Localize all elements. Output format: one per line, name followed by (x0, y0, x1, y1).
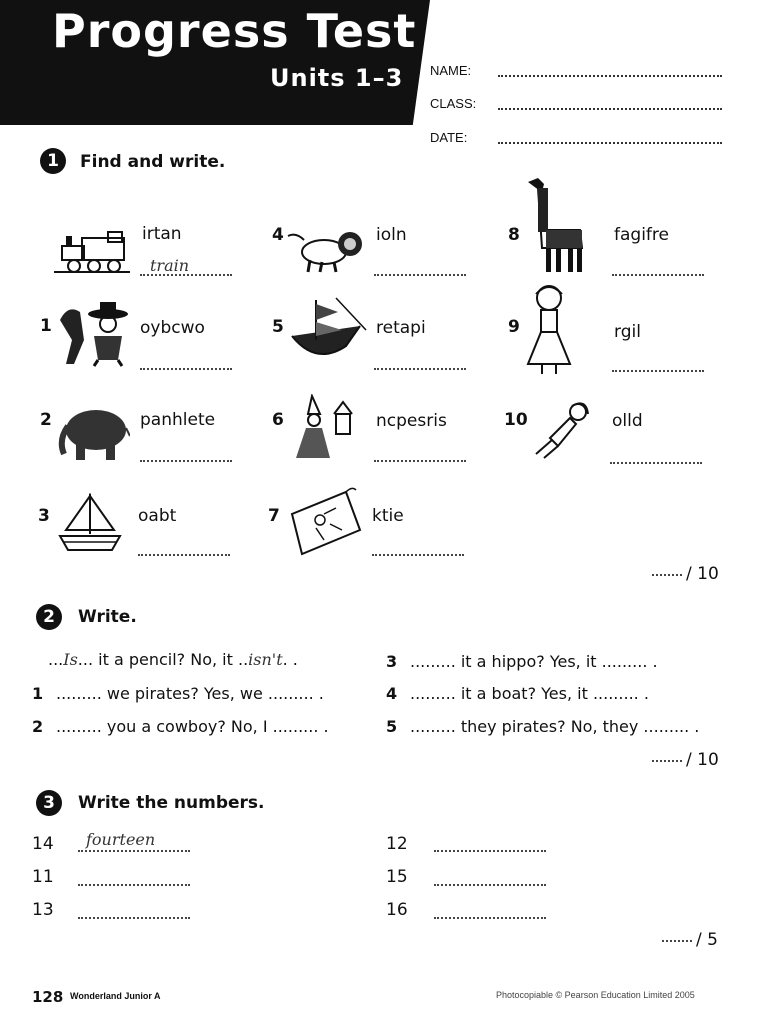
answer-text: train (150, 256, 190, 275)
question-number: 2 (32, 717, 44, 736)
item-number: 1 (40, 316, 52, 336)
number-label: 12 (386, 834, 408, 854)
section-1-score (652, 564, 719, 584)
example-answer-2: isn't (248, 650, 283, 669)
score-label: / 5 (696, 930, 718, 950)
answer-field[interactable] (374, 368, 466, 370)
scrambled-word: oybcwo (140, 318, 205, 338)
score-label: / 10 (686, 564, 719, 584)
copyright-notice: Photocopiable © Pearson Education Limited 2005 (496, 990, 695, 1000)
example-end: . (292, 650, 298, 669)
scrambled-word: irtan (142, 224, 182, 244)
number-label: 16 (386, 900, 408, 920)
class-field[interactable] (498, 108, 722, 110)
example-text: it a pencil? No, it (98, 650, 233, 669)
number-field[interactable] (78, 917, 190, 919)
question-text[interactable]: ......... you a cowboy? No, I ......... . (56, 717, 329, 736)
answer-field[interactable] (138, 554, 230, 556)
elephant-icon (56, 404, 130, 462)
number-field[interactable] (78, 884, 190, 886)
item-number: 7 (268, 506, 280, 526)
answer-field[interactable] (610, 462, 702, 464)
question-number: 1 (32, 684, 44, 703)
item-number: 3 (38, 506, 50, 526)
name-field[interactable] (498, 75, 722, 77)
example-question: ...Is... it a pencil? No, it ..isn't. . (48, 650, 298, 669)
train-icon (52, 228, 132, 276)
scrambled-word: ioln (376, 225, 407, 245)
section-1-title: Find and write. (80, 152, 226, 172)
section-3-score (662, 930, 718, 950)
question-text[interactable]: ......... they pirates? No, they ......... . (410, 717, 700, 736)
item-number: 5 (272, 317, 284, 337)
kite-icon (286, 484, 366, 558)
score-label: / 10 (686, 750, 719, 770)
answer-field[interactable] (612, 274, 704, 276)
scrambled-word: panhlete (140, 410, 216, 430)
answer-field[interactable] (612, 370, 704, 372)
cowboy-icon (54, 300, 130, 368)
question-number: 4 (386, 684, 398, 703)
answer-field[interactable] (374, 274, 466, 276)
question-text[interactable]: ......... we pirates? Yes, we ......... . (56, 684, 324, 703)
number-label: 11 (32, 867, 54, 887)
scrambled-word: ncpesris (376, 411, 447, 431)
scrambled-word: ktie (372, 506, 404, 526)
page-title: Progress Test 1 (52, 4, 467, 58)
question-text[interactable]: ......... it a hippo? Yes, it ......... . (410, 652, 658, 671)
question-number: 5 (386, 717, 398, 736)
answer-field[interactable] (372, 554, 464, 556)
name-label: NAME: (430, 63, 472, 78)
number-field[interactable] (434, 917, 546, 919)
scrambled-word: oabt (138, 506, 177, 526)
number-label: 14 (32, 834, 54, 854)
item-number: 6 (272, 410, 284, 430)
answer-field[interactable] (140, 368, 232, 370)
question-text[interactable]: ......... it a boat? Yes, it ......... . (410, 684, 649, 703)
answer-field[interactable] (140, 460, 232, 462)
class-label: CLASS: (430, 96, 477, 111)
scrambled-word: rgil (614, 322, 641, 342)
number-field[interactable] (434, 850, 546, 852)
question-number: 3 (386, 652, 398, 671)
answer-field[interactable] (374, 460, 466, 462)
page-subtitle: Units 1–3 (270, 64, 404, 92)
scrambled-word: retapi (376, 318, 426, 338)
scrambled-word: fagifre (614, 225, 669, 245)
giraffe-icon (522, 174, 590, 274)
section-2-score (652, 750, 719, 770)
page-number: 128 (32, 988, 64, 1006)
item-number: 2 (40, 410, 52, 430)
lion-icon (286, 226, 366, 274)
number-field[interactable] (78, 850, 190, 852)
section-3-number: 3 (36, 790, 62, 816)
section-2-number: 2 (36, 604, 62, 630)
date-field[interactable] (498, 142, 722, 144)
example-answer-1: Is (63, 650, 78, 669)
section-3-title: Write the numbers. (78, 793, 265, 813)
scrambled-word: olld (612, 411, 643, 431)
section-1-number: 1 (40, 148, 66, 174)
princess-icon (292, 394, 356, 460)
number-answer: fourteen (86, 830, 156, 849)
item-number: 8 (508, 225, 520, 245)
number-label: 15 (386, 867, 408, 887)
book-title: Wonderland Junior A (70, 991, 161, 1001)
pirate-ship-icon (286, 296, 370, 368)
number-label: 13 (32, 900, 54, 920)
doll-icon (530, 400, 592, 460)
number-field[interactable] (434, 884, 546, 886)
item-number: 10 (504, 410, 528, 430)
item-number: 4 (272, 225, 284, 245)
section-2-title: Write. (78, 607, 137, 627)
boat-icon (56, 490, 124, 554)
answer-field[interactable] (140, 274, 232, 276)
girl-icon (524, 280, 574, 376)
item-number: 9 (508, 317, 520, 337)
date-label: DATE: (430, 130, 468, 145)
